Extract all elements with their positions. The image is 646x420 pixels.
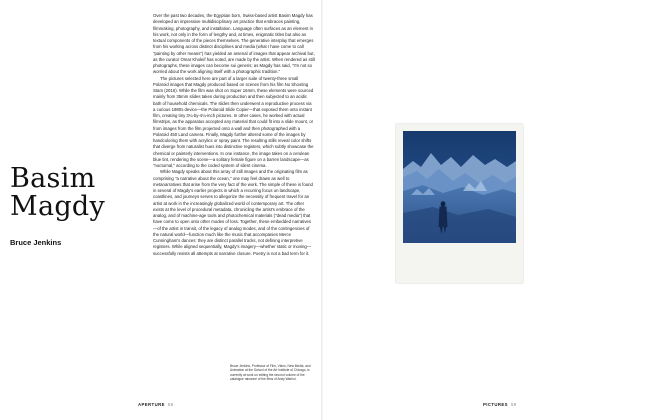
article-title-line-1: Basim: [10, 163, 96, 194]
footer-right-page-number: 59: [510, 402, 517, 407]
author-bio-caption: Bruce Jenkins, Professor of Film, Video, New Media, and Animation at the School of the Art Institute of Chicago, is currently at work on editing the second volume of the catalogue raisonné of the films of Andy Warhol.: [230, 364, 311, 382]
polaroid-photo: [396, 124, 523, 283]
article-title-line-2: Magdy: [10, 191, 106, 222]
footer-right: [483, 402, 517, 407]
body-paragraph-1: Over the past two decades, the Egyptian born, Swiss-based artist Basim Magdy has developed an impressive multidisciplinary art practice that embraces painting, filmmaking, photography, and installation. Language often surfaces as an element in his work, not only in the form of lengthy and, at times, enigmatic titles but also as textual components of the pieces themselves. The generative interplay that emerges from his working across distinct disciplines and media (what I have come to call "painting by other means") has yielded an arsenal of images that appear archival but, as the curator Omar Kholeif has noted, are made by the artist. When rendered as still photographs, these images can become sui generis; as Magdy has said, "I'm not so worried about the work aligning itself with a photographic tradition.": [153, 13, 315, 75]
article-author: Bruce Jenkins: [10, 238, 62, 247]
body-paragraph-2: The pictures selected here are part of a larger suite of twenty-three small Polaroid images that Magdy produced based on scenes from his film No Shooting Stars (2016). While the film was shot on Super 16mm, these elements were sourced mainly from 35mm slides taken during production and then subjected to an acidic bath of household chemicals. The slides then underwent a reproductive process via a curious 1980s device—the Polaroid Slide Copier—that exposed them onto instant film, creating tiny 3¼-by-4¼-inch pictures. In other cases, he worked with actual filmstrips, as the apparatus accepted any material that could fit into a slide mount, or from images from the film projected onto a wall and then photographed with a Polaroid 450 Land camera. Finally, Magdy further altered some of the images by handcoloring them with acrylics or spray paint. The resulting stills reveal color shifts that diverge from naturalist hues into distinctive registers, which subtly showcase the chemical or painterly interventions. In one instance, the image takes on a cerulean blue tint, rendering the scene—a solitary female figure on a barren landscape—as "nocturnal," according to the coded system of silent cinema.: [153, 75, 314, 168]
footer-left-page-number: 58: [167, 402, 174, 407]
article-body: [153, 13, 315, 257]
footer-left: [138, 402, 173, 407]
polaroid-image: [403, 131, 516, 243]
footer-right-label: PICTURES: [483, 402, 508, 407]
footer-left-label: APERTURE: [138, 402, 165, 407]
left-page: [0, 0, 322, 420]
body-paragraph-3: While Magdy speaks about this array of still images and the originating film as comprising "a narrative about the ocean," one may feel drawn as well to metanarratives that arise from the very fact of the work. The simple of these is found in several of Magdy's earlier projects in which a recurring focus on landscape, coastlines, and journeys serves to allegorize the necessity of frequent travel for an artist at work in the increasingly globalized world of contemporary art. The other exists at the level of procedural metadata, chronicling the artist's embrace of the analog, and of machine-age tools and photochemical materials ("dead media") that have come to open onto other modes of loss. Together, these embedded narratives—of the artist in transit, of the legacy of analog modes, and of the contingencies of the natural world—function much like the music that accompanies Merce Cunningham's dances: they are distinct parallel tracks, not defining interpretive registers. While aligned sequentially, Magdy's imagery—whether static or moving—successfully resists all attempts at narrative closure. Poetry is not a bad term for it.: [153, 169, 313, 256]
